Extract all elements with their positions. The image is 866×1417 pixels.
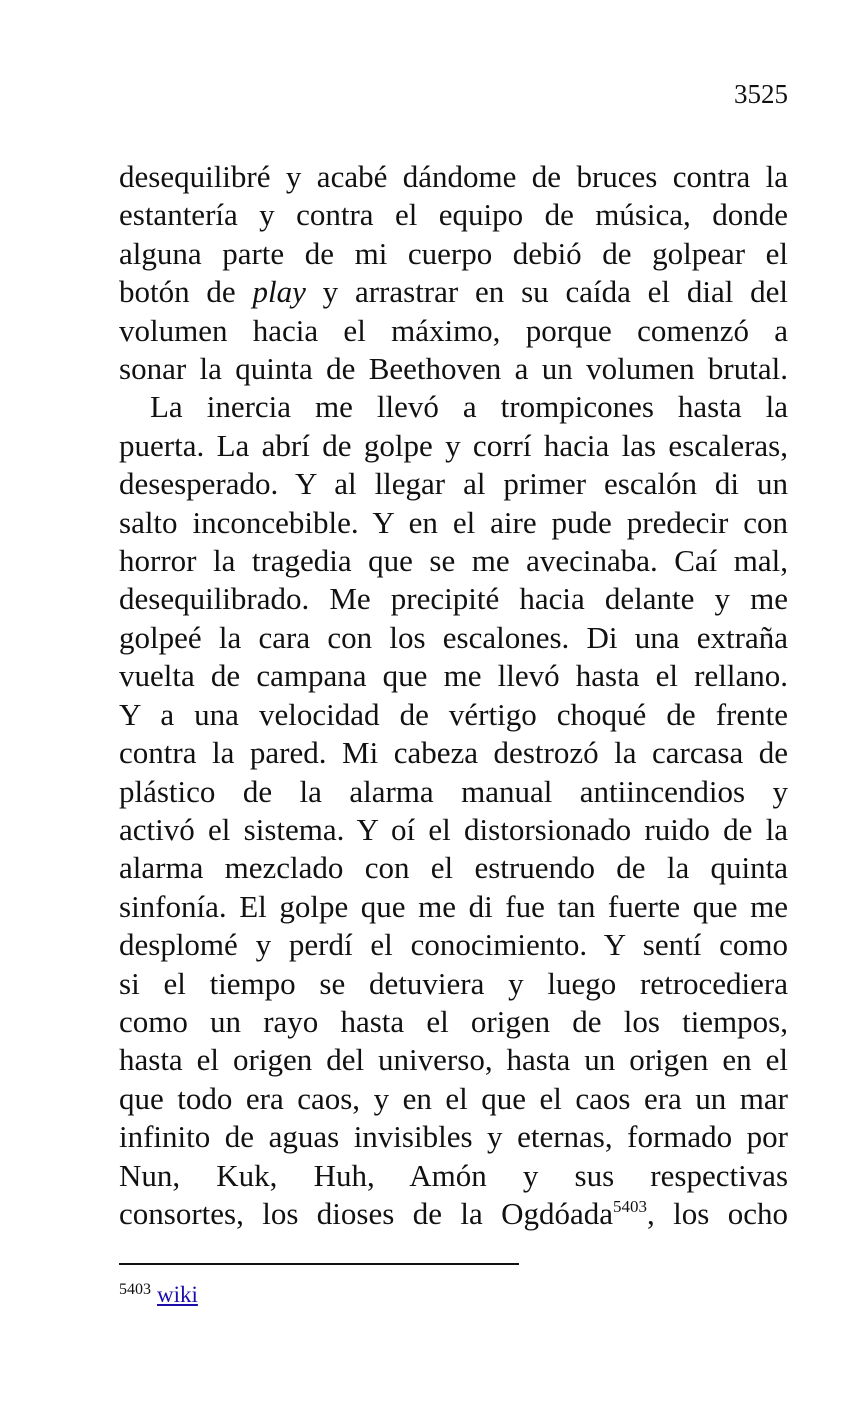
- text-line: Y a una velocidad de vértigo choqué de frente: [119, 696, 788, 732]
- text-line: hasta el origen del universo, hasta un origen en el: [119, 1042, 788, 1078]
- text-run: Nun, Kuk, Huh,: [119, 1157, 410, 1193]
- footnote-number: 5403: [119, 1281, 151, 1298]
- text-line: sonar la quinta de Beethoven a un volumen brutal.: [119, 351, 788, 387]
- text-line: alguna parte de mi cuerpo debió de golpear el: [119, 235, 788, 271]
- text-line: salto inconcebible. Y en el aire pude predecir con: [119, 504, 788, 540]
- paragraph: [119, 388, 788, 1233]
- text-line: puerta. La abrí de golpe y corrí hacia las escaleras,: [119, 427, 788, 463]
- text-run: Amón y sus respectivas: [409, 1157, 789, 1193]
- footnote-reference[interactable]: 5403: [613, 1196, 648, 1216]
- text-run: consortes, los dioses de la Ogdóada: [119, 1195, 614, 1231]
- text-line: alarma mezclado con el estruendo de la quinta: [119, 850, 788, 886]
- text-line: activó el sistema. Y oí el distorsionado ruido de la: [119, 811, 788, 847]
- text-line: estantería y contra el equipo de música, donde: [119, 197, 788, 233]
- text-line: desequilibré y acabé dándome de bruces contra la: [119, 159, 788, 194]
- footnote-link[interactable]: wiki: [157, 1282, 198, 1307]
- text-line: sinfonía. El golpe que me di fue tan fuerte que me: [119, 888, 788, 924]
- text-line: volumen hacia el máximo, porque comenzó a: [119, 312, 788, 348]
- text-line: La inercia me llevó a trompicones hasta la: [150, 389, 788, 425]
- text-line: infinito de aguas invisibles y eternas, formado por: [119, 1119, 788, 1155]
- text-line: si el tiempo se detuviera y luego retrocediera: [119, 965, 788, 1001]
- text-line: vuelta de campana que me llevó hasta el rellano.: [119, 658, 788, 694]
- text-line: desequilibrado. Me precipité hacia delante y me: [119, 581, 788, 617]
- text-run: botón de: [119, 274, 253, 310]
- footnote-divider: [119, 1263, 519, 1265]
- text-line: plástico de la alarma manual antiincendios y: [119, 773, 788, 809]
- text-line: [119, 273, 788, 311]
- text-line: que todo era caos, y en el que el caos era un mar: [119, 1080, 788, 1116]
- text-line: horror la tragedia que se me avecinaba. Caí mal,: [119, 543, 788, 579]
- page-number: 3525: [734, 79, 788, 109]
- footnote: [119, 1281, 198, 1309]
- italic-word: play: [252, 274, 306, 310]
- text-run: y arrastrar en su caída el dial del: [305, 274, 788, 310]
- text-line: desplomé y perdí el conocimiento. Y sentí como: [119, 927, 788, 963]
- text-run: , los ocho: [647, 1195, 789, 1231]
- text-line: contra la pared. Mi cabeza destrozó la carcasa de: [119, 735, 788, 771]
- text-line: [119, 1195, 788, 1233]
- body-text: [119, 158, 788, 1233]
- paragraph: [119, 158, 788, 388]
- text-line: como un rayo hasta el origen de los tiempos,: [119, 1003, 788, 1039]
- text-line: [119, 1157, 788, 1195]
- text-line: golpeé la cara con los escalones. Di una extraña: [119, 619, 788, 655]
- text-line: desesperado. Y al llegar al primer escalón di un: [119, 466, 788, 502]
